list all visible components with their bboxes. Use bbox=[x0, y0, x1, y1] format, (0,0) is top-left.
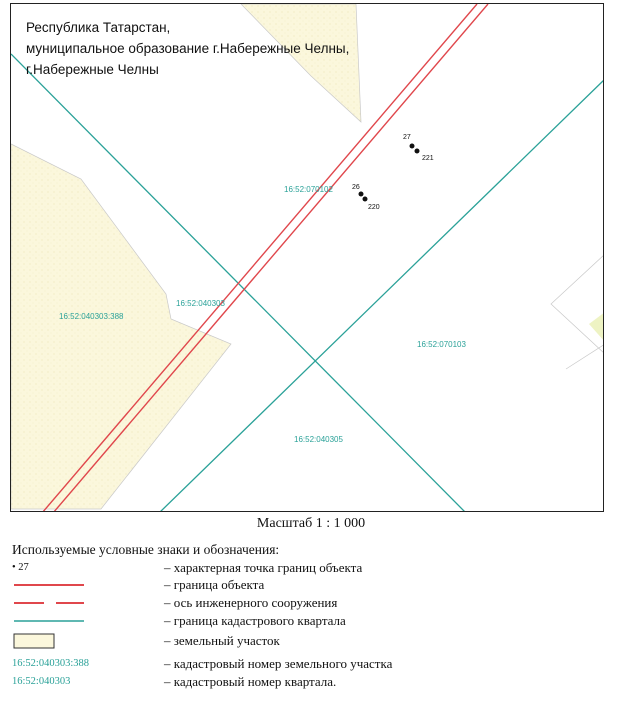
legend-symbol-parcel bbox=[12, 632, 92, 650]
map-frame bbox=[10, 3, 604, 512]
legend-text-quarter-border: – граница кадастрового квартала bbox=[164, 613, 346, 628]
legend-text-parcel: – земельный участок bbox=[164, 633, 280, 648]
cadastral-map bbox=[11, 4, 604, 512]
legend-item-axis bbox=[12, 594, 612, 612]
point-220 bbox=[363, 197, 368, 202]
legend-text-object-border: – граница объекта bbox=[164, 577, 265, 592]
quarter-label-040305: 16:52:040305 bbox=[294, 435, 343, 444]
legend-item-parcel-number bbox=[12, 655, 612, 673]
legend-item-quarter-number bbox=[12, 673, 612, 691]
quarter-label-070103: 16:52:070103 bbox=[417, 340, 466, 349]
point-221 bbox=[415, 149, 420, 154]
point-label-221: 221 bbox=[422, 155, 434, 162]
quarter-label-040303: 16:52:040303 bbox=[176, 299, 225, 308]
legend-symbol-object-border bbox=[12, 576, 92, 594]
point-label-26: 26 bbox=[352, 184, 360, 191]
legend-title: Используемые условные знаки и обозначения: bbox=[12, 542, 280, 557]
legend-item-parcel bbox=[12, 632, 612, 650]
point-label-220: 220 bbox=[368, 204, 380, 211]
point-27 bbox=[410, 144, 415, 149]
legend-text-axis: – ось инженерного сооружения bbox=[164, 595, 338, 610]
map-scale: Масштаб 1 : 1 000 bbox=[256, 516, 366, 531]
legend-text-quarter-number: – кадастровый номер квартала. bbox=[164, 674, 337, 689]
legend-symbol-quarter-border bbox=[12, 612, 92, 630]
legend-item-object-border bbox=[12, 576, 612, 594]
quarter-label-070102: 16:52:070102 bbox=[284, 185, 333, 194]
header-line-3: г.Набережные Челны bbox=[26, 62, 159, 77]
legend-item-point bbox=[12, 559, 612, 577]
header-line-2: муниципальное образование г.Набережные Челны, bbox=[26, 41, 350, 56]
legend-symbol-quarter-number: 16:52:040303 bbox=[12, 676, 71, 687]
legend-text-parcel-number: – кадастровый номер земельного участка bbox=[164, 656, 393, 671]
header-line-1: Республика Татарстан, bbox=[26, 20, 171, 35]
land-parcel-right bbox=[551, 254, 604, 354]
legend-symbol-parcel-number: 16:52:040303:388 bbox=[12, 658, 90, 669]
legend-symbol-axis bbox=[12, 594, 92, 612]
parcel-label-388: 16:52:040303:388 bbox=[59, 312, 124, 321]
legend-item-quarter-border bbox=[12, 612, 612, 630]
point-26 bbox=[359, 192, 364, 197]
point-label-27: 27 bbox=[403, 134, 411, 141]
map-header bbox=[26, 17, 349, 80]
legend-text-point: – характерная точка границ объекта bbox=[164, 560, 363, 575]
quarter-border-b bbox=[159, 79, 604, 512]
legend-symbol-point: • 27 bbox=[12, 562, 29, 573]
land-parcel-left bbox=[11, 144, 231, 509]
